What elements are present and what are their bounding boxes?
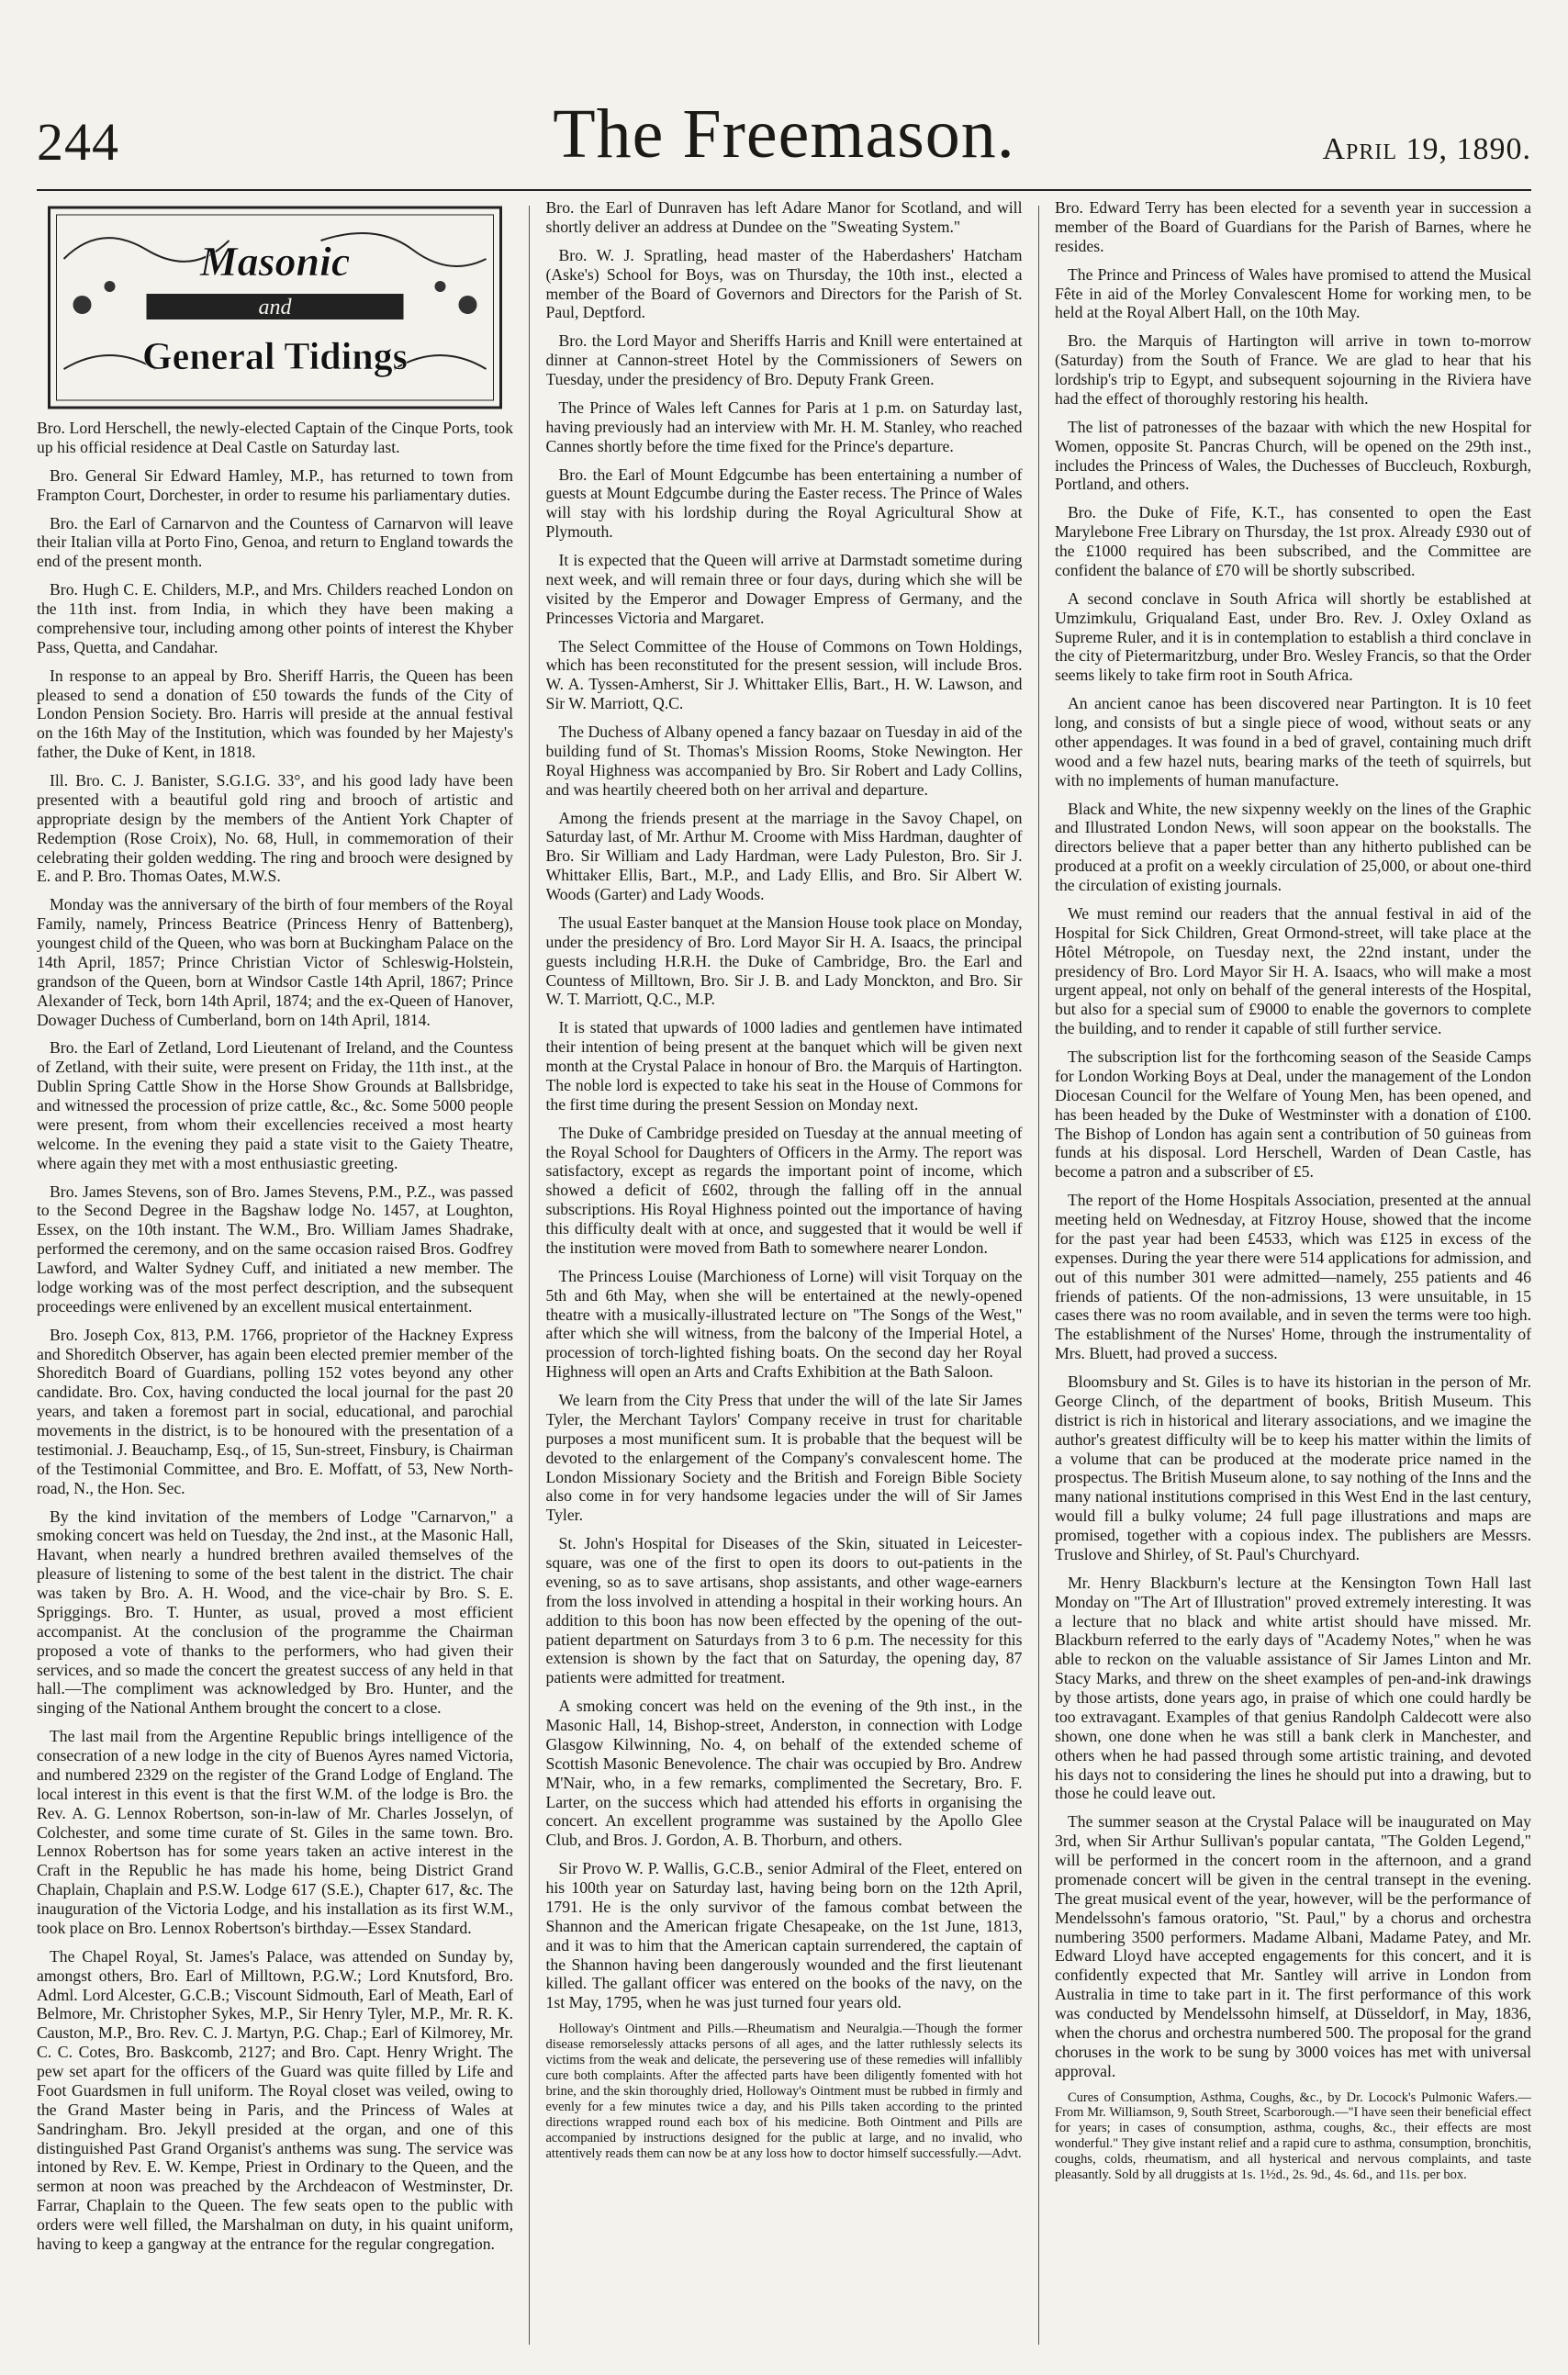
column-rule-1	[529, 206, 530, 2345]
article-paragraph: Bro. the Marquis of Hartington will arrive in town to-morrow (Saturday) from the South of France. We are glad to hear that his lordship's trip to Egypt, and subsequent sojourning in the Riviera have had the effect of thoroughly restoring his health.	[1055, 331, 1531, 408]
article-paragraph: Bro. Edward Terry has been elected for a seventh year in succession a member of the Board of Guardians for the Parish of Barnes, where he resides.	[1055, 198, 1531, 255]
article-paragraph: Holloway's Ointment and Pills.—Rheumatism and Neuralgia.—Though the former disease remorselessly attacks persons of all ages, and the latter ruthlessly selects its victims from the weak and delicate, the persevering use of these remedies will infallibly cure both complaints. After the affected parts have been diligently fomented with hot brine, and the skin thoroughly dried, Holloway's Ointment must be rubbed in firmly and evenly for a few minutes twice a day, and his Pills taken according to the printed directions wrapped round each box of his medicine. Both Ointment and Pills are accompanied by instructions designed for the public at large, and no invalid, who attentively reads them can now be at any loss how to doctor himself successfully.—Advt.	[545, 2022, 1023, 2161]
article-paragraph: The Select Committee of the House of Commons on Town Holdings, which has been reconstituted for the present session, will include Bros. W. A. Tyssen-Amherst, Sir J. Whittaker Ellis, Bart., H. W. Lawson, and Sir W. Marriott, Q.C.	[545, 636, 1023, 713]
article-paragraph: St. John's Hospital for Diseases of the Skin, situated in Leicester-square, was one of the first to open its doors to out-patients in the evening, so as to save artisans, shop assistants, and other wage-earners from the loss involved in attending a hospital in their working hours. An addition to this boon has now been effected by the opening of the out-patient department on Saturdays from 3 to 6 p.m. The necessity for this extension is shown by the fact that on Saturday, the opening day, 87 patients were admitted for treatment.	[545, 1534, 1023, 1687]
article-paragraph: Bro. General Sir Edward Hamley, M.P., has returned to town from Frampton Court, Dorchester, in order to resume his parliamentary duties.	[37, 465, 513, 504]
article-paragraph: We learn from the City Press that under the will of the late Sir James Tyler, the Merchant Taylors' Company receive in trust for charitable purposes a most munificent sum. It is probable that the bequest will be devoted to the enlargement of the Company's convalescent home. The London Missionary Society and the British and Foreign Bible Society also come in for very handsome legacies under the will of Sir James Tyler.	[545, 1391, 1023, 1525]
article-paragraph: Bro. James Stevens, son of Bro. James Stevens, P.M., P.Z., was passed to the Second Degree in the Bagshaw lodge No. 1457, at Loughton, Essex, on the 10th instant. The W.M., Bro. William James Shadrake, performed the ceremony, and on the same occasion raised Bros. Godfrey Lawford, and Walter Sydney Cuff, and initiated a new member. The lodge working was of the most perfect description, and the subsequent proceedings were enlivened by an excellent musical entertainment.	[37, 1182, 513, 1316]
article-paragraph: The Princess Louise (Marchioness of Lorne) will visit Torquay on the 5th and 6th May, when she will be entertained at the newly-opened theatre with a musically-illustrated lecture on "The Songs of the West," after which she will witness, from the balcony of the Imperial Hotel, a procession of torch-lighted fishing boats. On the second day her Royal Highness will open an Arts and Crafts Exhibition at the Bath Saloon.	[545, 1266, 1023, 1382]
article-paragraph: Bro. the Earl of Dunraven has left Adare Manor for Scotland, and will shortly deliver an address at Dundee on the "Sweating System."	[545, 198, 1023, 236]
issue-date: April 19, 1890.	[1322, 132, 1531, 166]
article-paragraph: The list of patronesses of the bazaar with which the new Hospital for Women, opposite St. Pancras Church, will be opened on the 29th inst., includes the Princess of Wales, the Duchesses of Buccleuch, Roxburgh, Portland, and others.	[1055, 417, 1531, 494]
article-paragraph: Bro. the Earl of Carnarvon and the Countess of Carnarvon will leave their Italian villa at Porto Fino, Genoa, and return to England towards the end of the present month.	[37, 513, 513, 571]
article-paragraph: Bro. the Earl of Mount Edgcumbe has been entertaining a number of guests at Mount Edgcumbe during the Easter recess. The Prince of Wales will stay with his lordship during the Royal Agricultural Show at Plymouth.	[545, 465, 1023, 542]
article-paragraph: By the kind invitation of the members of Lodge "Carnarvon," a smoking concert was held on Tuesday, the 2nd inst., at the Masonic Hall, Havant, when nearly a hundred brethren availed themselves of the pleasure of listening to some of the best talent in the district. The chair was taken by Bro. A. H. Wood, and the vice-chair by Bro. S. E. Spriggings. Bro. T. Hunter, as usual, proved a most efficient accompanist. At the conclusion of the programme the Chairman proposed a vote of thanks to the performers, who had given their services, and so made the concert the greatest success of any held in that hall.—The compliment was acknowledged by Bro. Hunter, and the singing of the National Anthem brought the concert to a close.	[37, 1507, 513, 1718]
article-paragraph: It is expected that the Queen will arrive at Darmstadt sometime during next week, and will remain three or four days, during which she will be visited by the Emperor and Dowager Empress of Germany, and the Princesses Victoria and Margaret.	[545, 551, 1023, 627]
article-paragraph: The Chapel Royal, St. James's Palace, was attended on Sunday by, amongst others, Bro. Earl of Milltown, P.G.W.; Lord Knutsford, Bro. Adml. Lord Alcester, G.C.B.; Viscount Sidmouth, Earl of Meath, Earl of Belmore, Mr. Christopher Sykes, M.P., Sir Henry Tyler, M.P., Mr. R. K. Causton, M.P., Bro. Rev. C. J. Martyn, P.G. Chap.; Earl of Kilmorey, Mr. C. C. Cotes, Bro. Baskcomb, 2127; and Bro. Capt. Henry Wright. The pew set apart for the officers of the Guard was quite filled by Life and Foot Guardsmen in full uniform. The Royal closet was veiled, owing to the Grand Master being in Paris, and the Princess of Wales at Sandringham. Bro. Jekyll presided at the organ, and one of this distinguished Past Grand Organist's anthems was sung. The service was intoned by Rev. E. W. Kempe, Priest in Ordinary to the Queen, and the sermon at noon was preached by the Archdeacon of Westminster, Dr. Farrar, Chaplain to the Queen. The few seats open to the public with orders were well filled, the Marshalman on duty, in his quaint uniform, having to keep a gangway at the entrance for the regular congregation.	[37, 1946, 513, 2253]
article-paragraph: Ill. Bro. C. J. Banister, S.G.I.G. 33°, and his good lady have been presented with a beautiful gold ring and brooch of artistic and appropriate design by the members of the Antient York Chapter of Redemption (Rose Croix), No. 68, Hull, in commemoration of their celebrating their golden wedding. The ring and brooch were designed by E. and P. Bro. Thomas Oates, M.W.S.	[37, 771, 513, 886]
article-paragraph: The report of the Home Hospitals Association, presented at the annual meeting held on Wednesday, at Fitzroy House, showed that the income for the past year had been £4533, which was £125 in excess of the expenses. During the year there were 514 applications for admission, and out of this number 301 were admitted—namely, 255 patients and 46 friends of patients. Of the non-admissions, 13 were unsuitable, in 15 cases there was no room available, and in seven the terms were too high. The establishment of the Nurses' Home, through the instrumentality of Mrs. Bluett, had proved a success.	[1055, 1191, 1531, 1363]
column-2	[546, 198, 1023, 2365]
article-paragraph: Sir Provo W. P. Wallis, G.C.B., senior Admiral of the Fleet, entered on his 100th year on Saturday last, having being born on the 12th April, 1791. He is the only survivor of the famous combat between the Shannon and the American frigate Chesapeake, on the 1st June, 1813, and it was to him that the American captain surrendered, the captain of the Shannon having been dangerously wounded and the first lieutenant killed. The gallant officer was entered on the books of the navy, on the 1st May, 1795, when he was just turned four years old.	[545, 1859, 1023, 2012]
article-paragraph: Bro. the Lord Mayor and Sheriffs Harris and Knill were entertained at dinner at Cannon-street Hotel by the Commissioners of Sewers on Tuesday, under the presidency of Bro. Deputy Frank Green.	[545, 331, 1023, 388]
page-number: 244	[37, 112, 119, 172]
article-paragraph: The Duke of Cambridge presided on Tuesday at the annual meeting of the Royal School for Daughters of Officers in the Army. The report was satisfactory, except as regards the important point of income, which showed a deficit of £602, through the falling off in the annual subscriptions. His Royal Highness pointed out the importance of having this difficulty dealt with at once, and suggested that it would be well if the institution were moved from Bath to somewhere nearer London.	[545, 1123, 1023, 1257]
banner-line-1: Masonic	[199, 238, 351, 285]
newspaper-title: The Freemason.	[553, 95, 1015, 173]
article-paragraph: Bro. Joseph Cox, 813, P.M. 1766, proprietor of the Hackney Express and Shoreditch Observer, has again been elected premier member of the Shoreditch Board of Guardians, polling 152 votes beyond any other candidate. Bro. Cox, having conducted the local journal for the past 20 years, and taken a foremost part in social, educational, and parochial movements in the district, is to be honoured with the presentation of a testimonial. J. Beauchamp, Esq., of 15, Sun-street, Finsbury, is Chairman of the Testimonial Committee, and Bro. E. Moffatt, of 53, New North-road, N., the Hon. Sec.	[37, 1325, 513, 1497]
article-paragraph: In response to an appeal by Bro. Sheriff Harris, the Queen has been pleased to send a donation of £50 towards the funds of the City of London Pension Society. Bro. Harris will preside at the annual festival on the 16th May of the Institution, which was founded by her Majesty's father, the Duke of Kent, in 1818.	[37, 666, 513, 762]
article-paragraph: Monday was the anniversary of the birth of four members of the Royal Family, namely, Princess Beatrice (Princess Henry of Battenberg), youngest child of the Queen, who was born at Buckingham Palace on the 14th April, 1857; Prince Christian Victor of Schleswig-Holstein, grandson of the Queen, born at Windsor Castle 14th April, 1867; Prince Alexander of Teck, born 14th April, 1874; and the ex-Queen of Hanover, Dowager Duchess of Cumberland, born on 14th April, 1814.	[37, 895, 513, 1029]
article-paragraph: Among the friends present at the marriage in the Savoy Chapel, on Saturday last, of Mr. Arthur M. Croome with Miss Hardman, daughter of Bro. Sir William and Lady Hardman, were Lady Puleston, Bro. Sir J. Whittaker Ellis, Bart., M.P., and Lady Ellis, and Bro. Sir Albert W. Woods (Garter) and Lady Woods.	[545, 808, 1023, 903]
columns	[37, 198, 1531, 2365]
article-paragraph: Bro. the Earl of Zetland, Lord Lieutenant of Ireland, and the Countess of Zetland, with their suite, were present on Friday, the 11th inst., at the Dublin Spring Cattle Show in the Horse Show Grounds at Ballsbridge, and witnessed the procession of prize cattle, &c., &c. Some 5000 people were present, from whom their excellencies received a most hearty welcome. In the evening they paid a state visit to the Gaiety Theatre, where again they met with a most enthusiastic greeting.	[37, 1038, 513, 1172]
masthead-rule	[37, 189, 1531, 191]
article-paragraph: The last mail from the Argentine Republic brings intelligence of the consecration of a new lodge in the city of Buenos Ayres named Victoria, and numbered 2329 on the register of the Grand Lodge of England. The local interest in this event is that the first W.M. of the lodge is Bro. the Rev. A. G. Lennox Robertson, son-in-law of Mr. Charles Josselyn, of Colchester, and some time curate of St. Giles in the same town. Bro. Lennox Robertson has for some years taken an active interest in the Craft in the Republic he has made his home, being District Grand Chaplain, Chaplain and P.S.W. Lodge 617 (S.E.), Chapter 617, &c. The inauguration of the Victoria Lodge, and his installation as its first W.M., took place on Bro. Lennox Robertson's birthday.—Essex Standard.	[37, 1727, 513, 1937]
article-paragraph: It is stated that upwards of 1000 ladies and gentlemen have intimated their intention of being present at the banquet which will be given next month at the Crystal Palace in honour of Bro. the Marquis of Hartington. The noble lord is expected to take his seat in the House of Commons for the first time during the present Session on Monday next.	[545, 1018, 1023, 1114]
masthead	[37, 95, 1531, 180]
banner-line-3: General Tidings	[141, 336, 409, 378]
banner-illustration	[44, 204, 506, 411]
article-paragraph: We must remind our readers that the annual festival in aid of the Hospital for Sick Children, Great Ormond-street, will take place at the Hôtel Métropole, on Tuesday next, the 22nd instant, under the presidency of Bro. Lord Mayor Sir H. A. Isaacs, who will make a most urgent appeal, not only on behalf of the general interests of the Hospital, but also for a special sum of £9000 to enable the governors to complete the building, and to render it capable of still further service.	[1055, 903, 1531, 1038]
article-paragraph: The summer season at the Crystal Palace will be inaugurated on May 3rd, when Sir Arthur Sullivan's popular cantata, "The Golden Legend," will be performed in the concert room in the afternoon, and a grand promenade concert will be given in the central transept in the evening. The great musical event of the year, however, will be the performance of Mendelssohn's famous oratorio, "St. Paul," by a chorus and orchestra numbering 3500 performers. Madame Albani, Madame Patey, and Mr. Edward Lloyd have accepted engagements for this concert, and it is confidently expected that Mr. Santley will arrive in London from Australia in time to take part in it. The first performance of this work was conducted by Mendelssohn himself, at Düsseldorf, in May, 1836, when the chorus and orchestra numbered 500. The proposal for the grand choruses in the work to be sung by 3000 voices has met with universal approval.	[1055, 1812, 1531, 2080]
article-paragraph: The Duchess of Albany opened a fancy bazaar on Tuesday in aid of the building fund of St. Thomas's Mission Rooms, Stoke Newington. Her Royal Highness was accompanied by Bro. Sir Robert and Lady Collins, and was heartily cheered both on her arrival and departure.	[545, 723, 1023, 799]
article-paragraph: A second conclave in South Africa will shortly be established at Umzimkulu, Griqualand East, under Bro. Rev. J. Oxley Oxland as Supreme Ruler, and it is in contemplation to establish a third conclave in the city of Pietermaritzburg, under Bro. Wesley Francis, so that the Order seems likely to take firm root in South Africa.	[1055, 588, 1531, 685]
article-paragraph: Bro. Lord Herschell, the newly-elected Captain of the Cinque Ports, took up his official residence at Deal Castle on Saturday last.	[37, 419, 513, 456]
banner-line-2: and	[258, 296, 292, 319]
article-paragraph: An ancient canoe has been discovered near Partington. It is 10 feet long, and consists of but a single piece of wood, without seats or any other appendages. It was found in a bed of gravel, containing much drift wood and a few hazel nuts, bearing marks of the teeth of squirrels, but with no implements of human manufacture.	[1055, 694, 1531, 790]
column-3	[1055, 198, 1531, 2365]
article-paragraph: Cures of Consumption, Asthma, Coughs, &c., by Dr. Locock's Pulmonic Wafers.—From Mr. Williamson, 9, South Street, Scarborough.—"I have seen their beneficial effect for years; in cases of consumption, asthma, coughs, &c., their effects are most wonderful." They give instant relief and a rapid cure to asthma, consumption, bronchitis, coughs, colds, rheumatism, and all hysterical and nervous complaints, and taste pleasantly. Sold by all druggists at 1s. 1½d., 2s. 9d., 4s. 6d., and 11s. per box.	[1055, 2089, 1531, 2183]
article-paragraph: Bro. the Duke of Fife, K.T., has consented to open the East Marylebone Free Library on Thursday, the 1st prox. Already £930 out of the £1000 required has been subscribed, and the Committee are confident the balance of £70 will be shortly subscribed.	[1055, 503, 1531, 579]
article-paragraph: Bro. W. J. Spratling, head master of the Haberdashers' Hatcham (Aske's) School for Boys, was on Thursday, the 10th inst., elected a member of the Board of Governors and Directors for the Parish of St. Paul, Deptford.	[545, 245, 1023, 322]
article-paragraph: Bro. Hugh C. E. Childers, M.P., and Mrs. Childers reached London on the 11th inst. from India, in which they have been making a comprehensive tour, including among other points of interest the Khyber Pass, Quetta, and Candahar.	[37, 580, 513, 656]
article-paragraph: Bloomsbury and St. Giles is to have its historian in the person of Mr. George Clinch, of the department of books, British Museum. This district is rich in historical and literary associations, and we imagine the author's greatest difficulty will be to keep his matter within the limits of a volume that can be produced at the moderate price named in the prospectus. The British Museum alone, to say nothing of the Inns and the many national institutions comprised in this West End in the last century, would fill a bulky volume; 24 full page illustrations and maps are promised, together with a copious index. The publishers are Messrs. Truslove and Shirley, of St. Paul's Churchyard.	[1055, 1372, 1531, 1563]
article-paragraph: The usual Easter banquet at the Mansion House took place on Monday, under the presidency of Bro. Lord Mayor Sir H. A. Isaacs, the principal guests including H.R.H. the Duke of Cambridge, Bro. the Earl and Countess of Milltown, Bro. Sir J. B. and Lady Monckton, and Bro. Sir W. T. Marriott, Q.C., M.P.	[545, 913, 1023, 1009]
article-paragraph: The Prince of Wales left Cannes for Paris at 1 p.m. on Saturday last, having previously had an interview with Mr. H. M. Stanley, who reached Cannes shortly before the time fixed for the Prince's departure.	[545, 398, 1023, 455]
column-rule-2	[1038, 206, 1039, 2345]
section-banner	[44, 204, 506, 411]
column-1	[37, 198, 513, 2365]
article-paragraph: Mr. Henry Blackburn's lecture at the Kensington Town Hall last Monday on "The Art of Illustration" proved extremely interesting. It was a lecture that no black and white artist should have missed. Mr. Blackburn referred to the early days of "Academy Notes," when he was able to reckon on the valuable assistance of Sir James Linton and Mr. Stacy Marks, and threw on the sheet examples of pen-and-ink drawings by those artists, done years ago, in praise of which one could hardly be too extravagant. Examples of that genius Randolph Caldecott were also shown, one done when he was still a bank clerk in Manchester, and others when he had passed through some artistic training, and devoted his days not to considering the lines he should put into a drawing, but to those he could leave out.	[1055, 1573, 1531, 1803]
article-paragraph: The Prince and Princess of Wales have promised to attend the Musical Fête in aid of the Morley Convalescent Home for working men, to be held at the Royal Albert Hall, on the 10th May.	[1055, 264, 1531, 322]
article-paragraph: Black and White, the new sixpenny weekly on the lines of the Graphic and Illustrated London News, will soon appear on the bookstalls. The directors believe that a paper better than any hitherto published can be produced at a profit on a weekly circulation of 25,000, or about one-third the circulation of existing journals.	[1055, 799, 1531, 894]
article-paragraph: The subscription list for the forthcoming season of the Seaside Camps for London Working Boys at Deal, under the management of the London Diocesan Council for the Welfare of Young Men, has been opened, and has been headed by the Duke of Westminster with a donation of £100. The Bishop of London has again sent a contribution of 50 guineas from funds at his disposal. Lord Herschell, Warden of Dean Castle, has become a patron and a subscriber of £5.	[1055, 1047, 1531, 1182]
article-paragraph: A smoking concert was held on the evening of the 9th inst., in the Masonic Hall, 14, Bishop-street, Anderston, in connection with Lodge Glasgow Kilwinning, No. 4, on behalf of the extended scheme of Scottish Masonic Benevolence. The chair was occupied by Bro. Andrew M'Nair, who, in a few remarks, complimented the Secretary, Bro. F. Larter, on the success which had attended his efforts in organising the concert. An excellent programme was sustained by the Apollo Glee Club, and Bros. J. Gordon, A. B. Thorburn, and others.	[545, 1697, 1023, 1850]
